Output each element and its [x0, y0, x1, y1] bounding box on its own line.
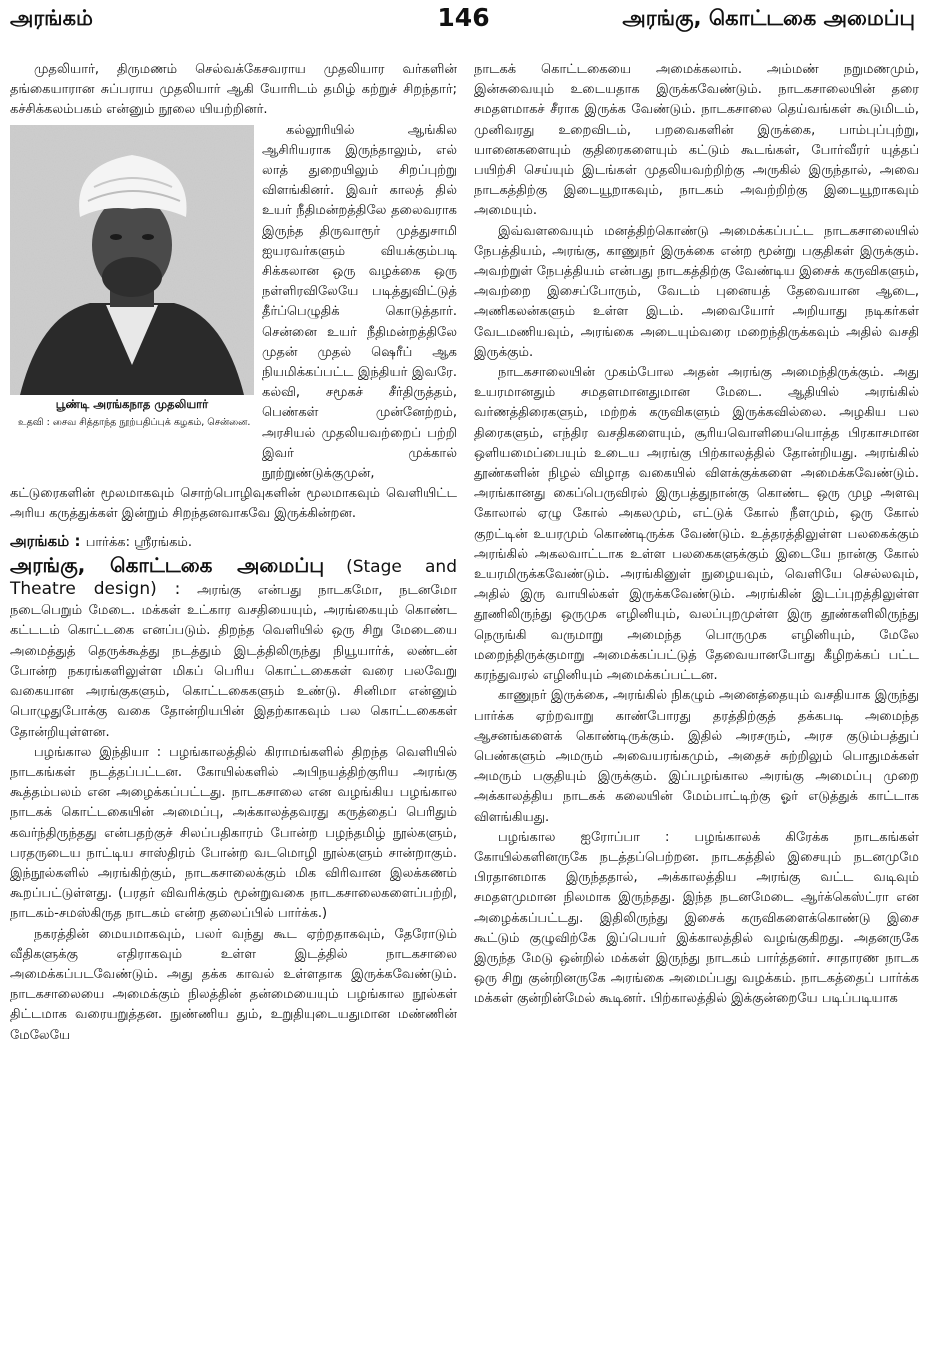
- entry-arangam-head: அரங்கம் :: [10, 531, 81, 550]
- left-para-4: பழங்கால இந்தியா : பழங்காலத்தில் கிராமங்களில் திறந்த வெளியில் நாடகங்கள் நடத்தப்பட்டன. கோயில்களில் அபிநயத்திற்குரிய அரங்கு கூத்தம்பலம் என அழைக்கப்பட்டது. நாடகசாலை என வழங்கிய பழங்கால நாடகக் கொட்டகையின் அமைப்பு, அக்காலத்தவரது கருத்தைப் பெரிதும் கவர்ந்திருந்தது என்பதற்குச் சிலப்பதிகாரம் போன்ற பழந்தமிழ் நூல்களும், பரதருடைய நாட்டிய சாஸ்திரம் போன்ற வடமொழி நூல்களும் சான்றாகும். இந்நூல்களில் அரங்கிற்கும், நாடகசாலைக்கும் மிக விரிவான இலக்கணம் கூறப்பட்டுள்ளது. (பரதர் விவரிக்கும் மூன்றுவகை நாடகசாலைகளைப்பற்றி, நாடகம்-சமஸ்கிருத நாடகம் என்ற தலைப்பில் பார்க்க.): [10, 744, 457, 922]
- right-para-5: பழங்கால ஐரோப்பா : பழங்காலக் கிரேக்க நாடகங்கள் கோயில்களினருகே நடத்தப்பெற்றன. நாடகத்தில் இசையும் நடனமுமே பிரதானமாக இருந்ததால், அக்காலத்திய அரங்கு வட்ட வடிவும் சமதளமுமான நிலமாக இருந்தது. இந்த நடனமேடை ஆர்க்கெஸ்ட்ரா என அழைக்கப்பட்டது. இதிலிருந்து இசைக் கருவிகளைக்கொண்டு இசை கூட்டும் குழுவிற்கே இப்பெயர் இக்காலத்தில் வழங்குகிறது. அதனருகே இருந்த மேடு ஒன்றில் மக்கள் இருந்து நாடகம் பார்த்தனர். சாதாரண நாடக ஒரு சிறு குன்றினருகே அரங்கை அமைப்பது வழக்கம். நாடகத்தைப் பார்க்க மக்கள் குன்றின்மேல் கூடினர். பிற்காலத்தில் இக்குன்றையே படிப்படியாக: [474, 829, 919, 1007]
- right-para-1: நாடகக் கொட்டகையை அமைக்கலாம். அம்மண் நறுமணமும், இன்சுவையும் உடையதாக இருக்கவேண்டும். நாடகசாலையின் தரை சமதளமாகச் சீராக இருக்க வேண்டும். நாடகசாலை தெய்வங்கள் கூடுமிடம், முனிவரது உறைவிடம், பறவைகளின் இருக்கை, பாம்புப்புற்று, யானைகளையும் குதிரைகளையும் கட்டும் கூடங்கள், போர்வீரர் யுத்தப் பயிற்சி செய்யும் இடங்கள் முதலியவற்றிற்கு அருகில் இருந்தால், அவை நாடகத்திற்கு இடையூறாகவும், நாடகம் அவற்றிற்கு இடையூறாகவும் அமையும்.: [474, 62, 919, 219]
- entry-arangam: [10, 531, 457, 553]
- left-column: [10, 60, 457, 1046]
- right-para-2: இவ்வளவையும் மனத்திற்கொண்டு அமைக்கப்பட்ட நாடகசாலையில் நேபத்தியம், அரங்கு, காணுநர் இருக்கை என்ற மூன்று பகுதிகள் இருக்கும். அவற்றுள் நேபத்தியம் என்பது நாடகத்திற்கு வேண்டிய இசைக் கருவிகளும், அவற்றை இசைப்போரும், வேடம் புனையத் தேவையான ஆடை, அணிகலன்களும் உள்ள இடம். அவையோர் அறியாது நடிகர்கள் வேடமணியவும், அரங்கை அடையும்வரை மறைந்திருக்கவும் அதில் வசதி இருக்கும்.: [474, 223, 919, 360]
- left-para-2: கல்லூரியில் ஆங்கில ஆசிரியராக இருந்தாலும், எல் லாத் துறையிலும் சிறப்புற்று விளங்கினர். இவர் காலத் தில் உயர் நீதிமன்றத்திலே தலைவராக இருந்த திருவாரூர் முத்துசாமி ஐயரவர்களும் வியக்கும்படி சிக்கலான ஒரு வழக்கை ஒரு நள்ளிரவிலேயே படித்துவிட்டுத் தீர்ப்பெழுதிக் கொடுத்தார். சென்னை உயர் நீதிமன்றத்திலே முதன் முதல் ஷெரீப் ஆக நியமிக்கப்பட்ட இந்தியர் இவரே. கல்வி, சமூகச் சீர்திருத்தம், பெண்கள் முன்னேற்றம், அரசியல் முதலியவற்றைப் பற்றி இவர் முக்கால் நூற்றுண்டுக்குமுன், கட்டுரைகளின் மூலமாகவும் சொற்பொழிவுகளின் மூலமாகவும் வெளியிட்ட அரிய கருத்துக்கள் இன்றும் சிறந்தனவாகவே இருக்கின்றன.: [10, 122, 457, 522]
- portrait-figure: [10, 125, 254, 463]
- right-column: [474, 60, 919, 1010]
- portrait-image: [10, 125, 254, 395]
- page-number: 146: [437, 3, 490, 32]
- entry-arangu-english: (Stage and Theatre design) :: [10, 556, 457, 600]
- left-para-1: முதலியார், திருமணம் செல்வக்கேசவராய முதலியார வர்களின் தங்கையாரான சுப்பராய முதலியார் ஆகி யோரிடம் தமிழ் கற்றுச் சிறந்தார்; கச்சிக்கலம்பகம் என்னும் நூலை யியற்றினர்.: [10, 62, 457, 118]
- left-para-5: நகரத்தின் மையமாகவும், பலர் வந்து கூட ஏற்றதாகவும், தேரோடும் வீதிகளுக்கு எதிராகவும் உள்ள இடத்தில் நாடகசாலை அமைக்கப்படவேண்டும். அது தக்க காவல் உள்ளதாக இருக்கவேண்டும். நாடகசாலையை அமைக்கும் நிலத்தின் தன்மையையும் பழங்கால நூல்கள் திட்டமாக வரையறுத்தன. நுண்ணிய தும், உறுதியுடையதுமான மண்ணின் மேலேயே: [10, 926, 457, 1043]
- portrait-caption: பூண்டி அரங்கநாத முதலியார்: [55, 396, 209, 411]
- entry-arangu-head: அரங்கு, கொட்டகை அமைப்பு: [10, 552, 325, 577]
- right-para-4: காணுநர் இருக்கை, அரங்கில் நிகழும் அனைத்தையும் வசதியாக இருந்து பார்க்க ஏற்றவாறு காண்போரது தரத்திற்குத் தக்கபடி அமைந்த ஆசனங்களைக் கொண்டிருக்கும். இதில் அரசரும், அரச குடும்பத்துப் பெண்களும் அமரும் அவையரங்கமும், அதைச் சுற்றிலும் பொதுமக்கள் அமரும் பகுதியும் இருக்கும். இப்பழங்கால அரங்கு அமைப்பு முறை அக்காலத்திய நாடகக் கலையின் மேம்பாட்டிற்கு ஓர் எடுத்துக் காட்டாக விளங்கியது.: [474, 688, 919, 825]
- running-head-right: அரங்கு, கொட்டகை அமைப்பு: [622, 6, 915, 30]
- entry-arangam-text: பார்க்க: ஸ்ரீரங்கம்.: [85, 534, 193, 550]
- entry-arangu: [10, 552, 457, 743]
- entry-arangu-text: அரங்கு என்பது நாடகமோ, நடனமோ நடைபெறும் மேடை. மக்கள் உட்கார வசதியையும், அரங்கையும் கொண்ட கட்டடம் கொட்டகை எனப்படும். திறந்த வெளியில் ஒரு சிறு மேடையை அமைத்துத் தெருக்கூத்து நடத்தும் இடத்திலிருந்து நியூயார்க், லண்டன் போன்ற நகரங்களிலுள்ள மிகப் பெரிய கொட்டகைகள் வரை பலவேறு வகையான அரங்குகளும், கொட்டகைகளும் உண்டு. சினிமா என்னும் பொழுதுபோக்கு வகை தோன்றியபின் இதற்காகவும் பல கொட்டகைகள் தோன்றியுள்ளன.: [10, 583, 457, 740]
- right-para-3: நாடகசாலையின் முகம்போல அதன் அரங்கு அமைந்திருக்கும். அது உயரமானதும் சமதளமானதுமான மேடை. ஆதியில் அரங்கில் வர்ணத்திரைகளும், மற்றக் கருவிகளும் இருக்கவில்லை. அழகிய பல திரைகளும், எந்திர வசதிகளையும், சூரியவொளியையொத்த பிரகாசமான ஒளியமைப்பையும் உடைய அரங்கு பிற்காலத்தில் தோன்றியது. அரங்கில் தூண்களின் நிழல் விழாத வகையில் விளக்குக்களை அமைக்கவேண்டும். அரங்கானது கைப்பெருவிரல் இருபத்துநான்கு கொண்ட ஒரு முழ அளவு கோலால் ஏழு கோல் அகலமும், எட்டுக் கோல் நீளமும், ஒரு கோல் குறட்டின் உயரமும் கொண்டிருக்க வேண்டும். உத்தரத்திலுள்ள பலகைக்கும் அரங்கில் அகலவாட்டாக உள்ள பலகைகளுக்கும் இடையே நான்கு கோல் உயரமிருக்கவேண்டும். அரங்கினுள் நுழையவும், வெளியே செல்லவும், அதில் இரு வாயில்கள் இருக்கவேண்டும். அரங்கின் இடப்புறத்திலுள்ள தூணிலிருந்து ஒருமுக எழினியும், வலப்புறமுள்ள இரு தூண்களிலிருந்து நெருங்கி வருமாறு அமைந்த பொருமுக எழினியும், மேலே மறைந்திருக்குமாறு அமைக்கப்பட்டுத் தேவையானபோது கீழிறக்கப் பட்ட கரந்துவரல் எழினியும் அமைக்கப்பட்டன.: [474, 365, 919, 684]
- running-head-left: அரங்கம்: [10, 6, 93, 30]
- portrait-credit: உதவி : சைவ சித்தாந்த நூற்பதிப்புக் கழகம், சென்னை.: [18, 416, 251, 428]
